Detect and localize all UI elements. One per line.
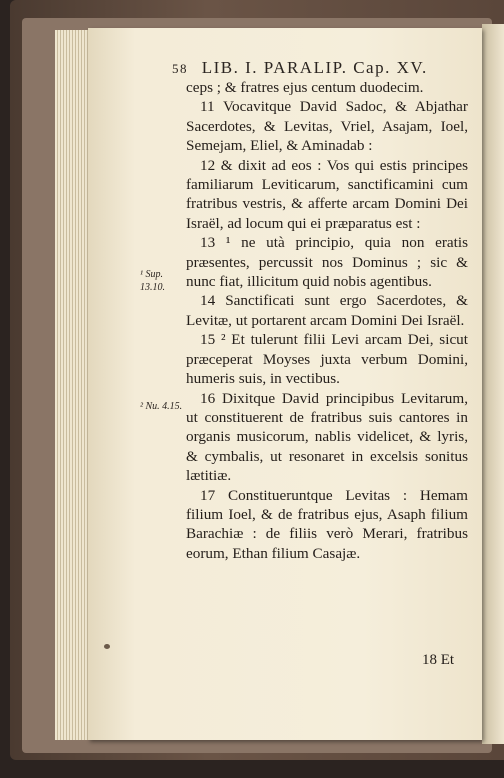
margin-note-sup: ¹ Sup. 13.10. <box>140 269 165 293</box>
verse-17: 17 Constitueruntque Levitas : Hemam filium Ioel, & de fratribus ejus, Asaph filium Barachiæ : de filiis verò Merari, fratribus eorum, Ethan filium Casajæ. <box>186 486 468 562</box>
page-text <box>186 78 468 563</box>
running-header <box>172 58 482 78</box>
right-page-edge <box>482 24 504 744</box>
verse-14: 14 Sanctificati sunt ergo Sacerdotes, & Levitæ, ut portarent arcam Domini Dei Israël. <box>186 292 468 329</box>
page-stain <box>104 644 110 649</box>
running-title: LIB. I. PARALIP. Cap. XV. <box>201 58 428 77</box>
margin-note-numbers: ² Nu. 4.15. <box>140 401 183 412</box>
catchword: 18 Et <box>422 652 455 668</box>
verse-11: 11 Vocavitque David Sadoc, & Abjathar Sacerdotes, & Levitas, Vriel, Asajam, Ioel, Semejam, Eliel, & Aminadab : <box>186 98 468 155</box>
verse-13: 13 ¹ ne utà principio, quia non eratis præsentes, percussit nos Dominus ; sic & nunc fiat, illicitum quid nobis agentibus. <box>186 234 468 291</box>
verse-10-end: ceps ; & fratres ejus centum duodecim. <box>186 79 424 96</box>
verse-12: 12 & dixit ad eos : Vos qui estis principes familiarum Leviticarum, sanctificamini cum fratribus vestris, & afferte arcam Domini Dei Israël, ad locum qui ei præparatus est : <box>186 156 468 232</box>
verse-15: 15 ² Et tulerunt filii Levi arcam Dei, sicut præceperat Moyses juxta verbum Domini, humeris suis, in vectibus. <box>186 331 468 388</box>
verse-16: 16 Dixitque David principibus Levitarum, ut constituerent de fratribus suis cantores in organis musicorum, nablis videlicet, & lyris, & cymbalis, ut resonaret in excelsis sonitus lætitiæ. <box>186 389 468 485</box>
page-number: 58 <box>172 61 188 76</box>
